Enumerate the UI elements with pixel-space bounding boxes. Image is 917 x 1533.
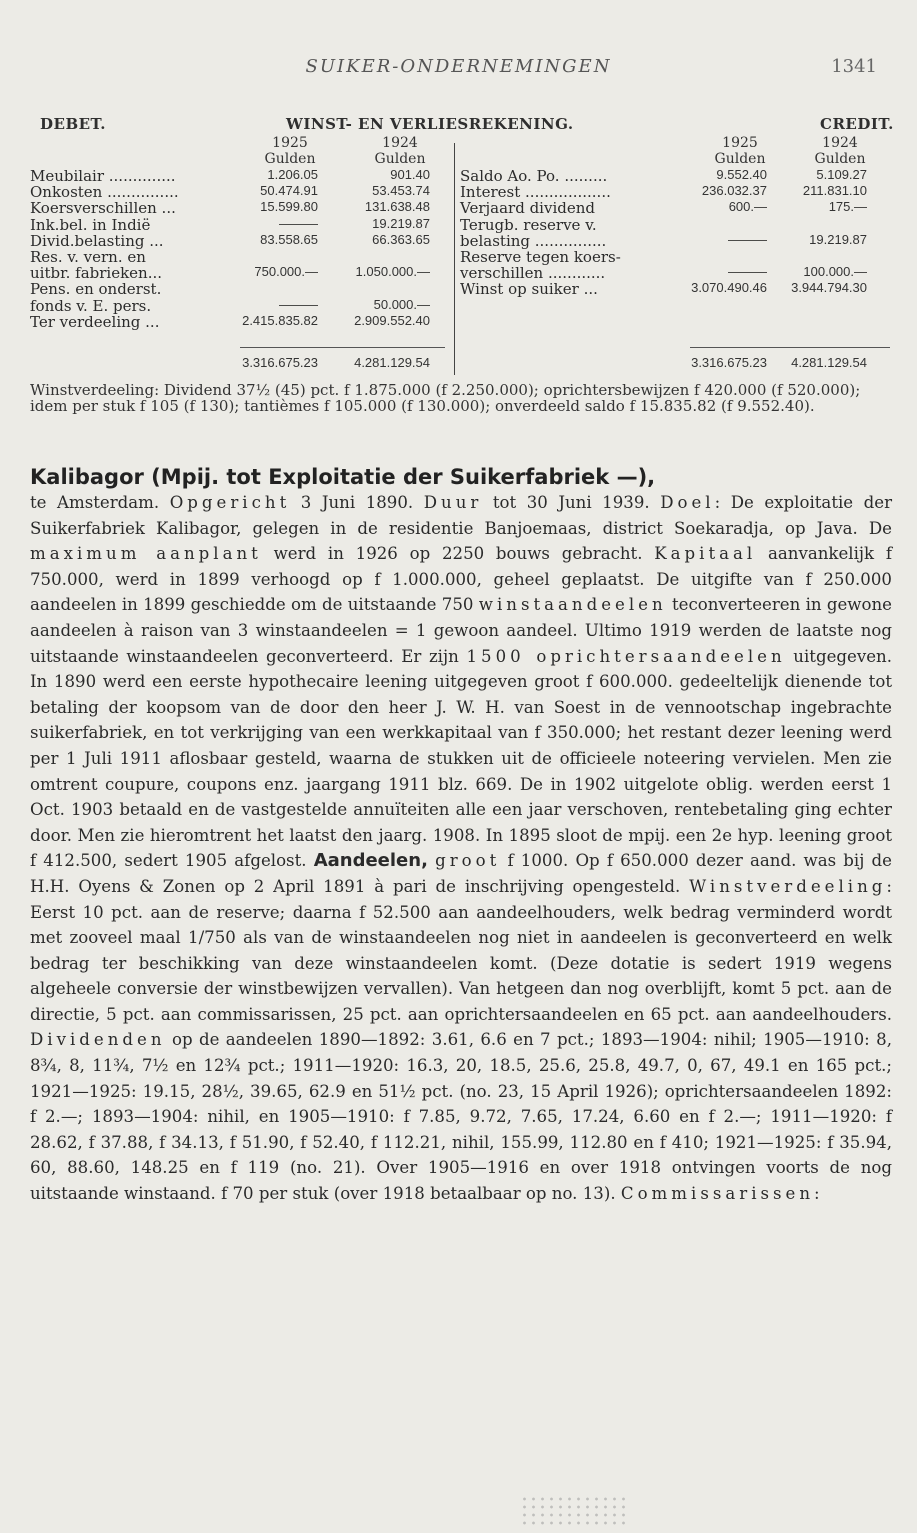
ledger-row-label: Divid.belasting ... [30,231,164,250]
year-header: 1924 [822,135,858,151]
ledger-row-label: Interest .................. [460,183,611,202]
ledger-row-label: Pens. en onderst. [30,280,162,299]
currency-header: Gulden [714,151,766,167]
text-segment: aanvankelijk f 750.000, werd in 1899 verhoogd op f 1.000.000, geheel geplaatst. De uitgifte van f 250.000 aandeelen in 1899 geschiedde om de uitstaande 750 [30,544,892,615]
credit-label: CREDIT. [820,115,894,133]
ledger-row-label: Reserve tegen koers- [460,248,621,266]
company-description [30,490,892,1207]
amount-1925: ——— [728,231,767,247]
credit-total-1924: 4.281.129.54 [791,355,867,370]
amount-1924: 2.909.552.40 [354,312,430,328]
text-segment: : De exploitatie der Suikerfabriek Kalibagor, gelegen in de residentie Banjoemaas, district Soekaradja, op Java. De [30,493,892,538]
ledger-row-label: belasting ............... [460,231,607,250]
spaced-keyword: maximum aanplant [30,544,262,564]
text-segment: : Eerst 10 pct. aan de reserve; daarna f 52.500 aan aandeelhouders, welk bedrag verminderd wordt met zooveel maal 1/750 als van de winstaandeelen nog niet in aandeelen is geconverteerd en welk bedrag ter beschikking van deze winstaandeelen komt. (Deze dotatie is sedert 1919 wegens algeheele conversie der winstbewijzen vervallen). Van hetgeen dan nog overblijft, komt 5 pct. aan de directie, 5 pct. aan commissarissen, 25 pct. aan oprichtersaandeelen en 65 pct. aan aandeelhouders. [30,876,892,1024]
amount-1924: 100.000.— [803,264,867,280]
year-header: 1925 [722,135,758,151]
spaced-keyword: Duur [423,493,483,512]
ledger-row-label: Ter verdeeling ... [30,312,160,331]
amount-1924: 19.219.87 [372,215,430,231]
section-keyword: Aandeelen, [313,850,428,872]
amount-1925: 2.415.835.82 [242,312,318,328]
spaced-keyword: Kapitaal [654,544,757,564]
currency-header: Gulden [374,151,426,167]
ledger-row-label: uitbr. fabrieken... [30,264,163,283]
ledger-row-label: Terugb. reserve v. [460,215,597,234]
amount-1924: 175.— [828,199,867,215]
amount-1925: 50.474.91 [260,183,318,199]
spaced-keyword: Doel [660,493,715,512]
amount-1924: 53.453.74 [372,183,430,199]
ledger-row-label: Saldo Ao. Po. ......... [460,167,608,185]
amount-1924: 211.831.10 [802,183,867,199]
debet-label: DEBET. [40,115,107,133]
profit-loss-account [30,135,890,380]
spaced-keyword: 1500 oprichtersaandeelen [466,646,786,666]
amount-1924: 19.219.87 [809,231,867,247]
spaced-keyword: Dividenden [30,1030,166,1050]
spaced-keyword: Commissarissen [620,1184,815,1204]
amount-1924: 50.000.— [373,296,430,312]
page-number: 1341 [831,56,877,77]
text-segment: 3 Juni 1890. [290,493,424,512]
amount-1924: 66.363.65 [372,231,430,247]
library-stamp [520,1495,630,1525]
amount-1925: 1.206.05 [267,167,318,182]
amount-1924: 901.40 [390,167,430,182]
amount-1925: 236.032.37 [701,183,767,199]
spaced-keyword: Opgericht [169,493,291,512]
year-header: 1925 [272,135,308,151]
year-header: 1924 [382,135,418,151]
debet-total-1924: 4.281.129.54 [354,355,430,370]
ledger-row-label: Koersverschillen ... [30,199,176,218]
amount-1925: 15.599.80 [260,199,318,215]
ledger-row-label: Verjaard dividend [460,199,595,218]
amount-1925: ——— [279,296,318,312]
amount-1925: 600.— [728,199,767,215]
account-title: WINST- EN VERLIESREKENING. [286,115,574,133]
ledger-row-label: Onkosten ............... [30,183,179,202]
amount-1925: ——— [279,215,318,231]
amount-1925: 83.558.65 [260,231,318,247]
amount-1924: 131.638.48 [364,199,430,215]
ledger-row-label: Meubilair .............. [30,167,176,185]
text-segment: uitgegeven. In 1890 werd een eerste hypothecaire leening uitgegeven groot f 600.000. gedeeltelijk dienende tot betaling der koopsom van de door den heer J. W. H. van Soest in de vennootschap ingebrachte suikerfabriek, en tot verkrijging van een werkkapitaal van f 350.000; het restant dezer leening werd per 1 Juli 1911 aflosbaar gesteld, waarna de stukken uit de officieele noteering vervielen. Men zie omtrent coupure, coupons enz. jaargang 1911 blz. 669. De in 1902 uitgelote oblig. werden eerst 1 Oct. 1903 betaald en de vastgestelde annuïteiten alle een jaar verschoven, rentebetaling ging echter door. Men zie hieromtrent het laatst den jaarg. 1908. In 1895 sloot de mpij. een 2e hyp. leening groot f 412.500, sedert 1905 afgelost. [30,646,892,871]
total-rule [690,347,890,348]
total-rule [240,347,445,348]
amount-1925: ——— [728,264,767,280]
amount-1924: 1.050.000.— [355,264,430,280]
spaced-keyword: winstaandeelen [478,595,667,615]
amount-1925: 9.552.40 [716,167,767,182]
text-segment: teconverteeren in gewone aandeelen à raison van 3 winstaandeelen = 1 gewoon aandeel. Ultimo 1919 werden de laatste nog uitstaande winstaandeelen geconverteerd. Er zijn [30,595,892,666]
company-heading: Kalibagor (Mpij. tot Exploitatie der Suikerfabriek —), [30,465,656,489]
text-segment: te Amsterdam. [30,493,170,512]
amount-1924: 5.109.27 [816,167,867,182]
spaced-keyword: groot [435,851,501,871]
amount-1924: 3.944.794.30 [791,280,867,296]
ledger-row-label: verschillen ............ [460,264,606,283]
running-title: SUIKER-ONDERNEMINGEN [305,56,612,77]
credit-total-1925: 3.316.675.23 [691,355,767,370]
amount-1925: 750.000.— [254,264,318,280]
text-segment: : [814,1184,820,1204]
text-segment: op de aandeelen 1890—1892: 3.61, 6.6 en 7 pct.; 1893—1904: nihil; 1905—1910: 8, 8¾, 8, 11¾, 7½ en 12¾ pct.; 1911—1920: 16.3, 20, 18.5, 25.6, 25.8, 49.7, 0, 67, 49.1 en 165 pct.; 1921—1925: 19.15, 28½, 39.65, 62.9 en 51½ pct. (no. 23, 15 April 1926); oprichtersaandeelen 1892: f 2.—; 1893—1904: nihil, en 1905—1910: f 7.85, 9.72, 7.65, 17.24, 6.60 en f 2.—; 1911—1920: f 28.62, f 37.88, f 34.13, f 51.90, f 52.40, f 112.21, nihil, 155.99, 112.80 en f 410; 1921—1925: f 35.94, 60, 88.60, 148.25 en f 119 (no. 21). Over 1905—1916 en over 1918 ontvingen voorts de nog uitstaande winstaand. f 70 per stuk (over 1918 betaalbaar op no. 13). [30,1030,892,1204]
ledger-row-label: fonds v. E. pers. [30,296,152,315]
ledger-row-label: Ink.bel. in Indië [30,215,151,234]
text-segment: werd in 1926 op 2250 bouws gebracht. [261,544,655,564]
debet-total-1925: 3.316.675.23 [242,355,318,370]
currency-header: Gulden [264,151,316,167]
currency-header: Gulden [814,151,866,167]
spaced-keyword: Winstverdeeling [689,876,887,896]
ledger-divider [454,143,455,375]
ledger-row-label: Winst op suiker ... [460,280,598,299]
text-segment: f 1000. Op f 650.000 dezer aand. was bij de H.H. Oyens & Zonen op 2 April 1891 à pari de inschrijving opengesteld. [30,851,892,896]
amount-1925: 3.070.490.46 [691,280,767,296]
text-segment: tot 30 Juni 1939. [482,493,661,512]
ledger-row-label: Res. v. vern. en [30,248,146,266]
profit-distribution-note: Winstverdeeling: Dividend 37½ (45) pct. f 1.875.000 (f 2.250.000); oprichtersbewijzen f 420.000 (f 520.000); idem per stuk f 105 (f 130); tantièmes f 105.000 (f 130.000); onverdeeld saldo f 15.835.82 (f 9.552.40). [30,381,861,415]
